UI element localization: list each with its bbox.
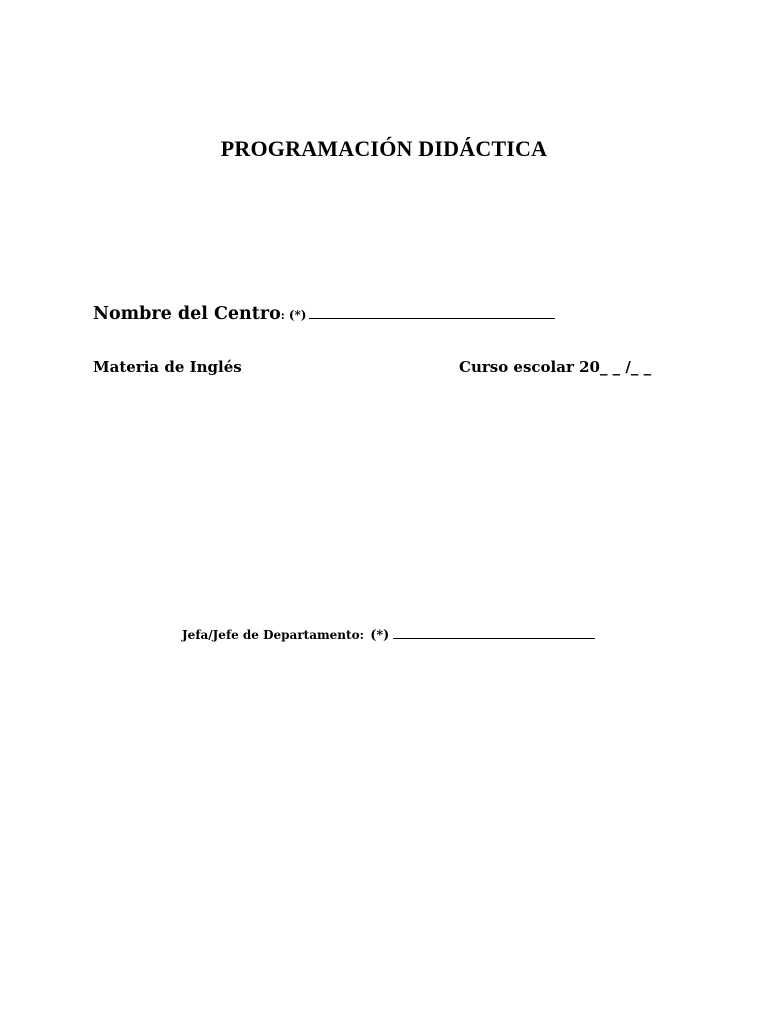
jefatura-required-mark: (*) (370, 628, 390, 643)
jefatura-field-row (182, 628, 595, 643)
jefatura-blank-line[interactable] (393, 637, 595, 639)
curso-escolar-label: Curso escolar 20_ _ /_ _ (459, 358, 652, 376)
materia-label: Materia de Inglés (93, 358, 242, 376)
centro-required-mark: (*) (288, 308, 307, 322)
jefatura-label: Jefa/Jefe de Departamento: (182, 628, 365, 642)
centro-label: Nombre del Centro (93, 304, 281, 324)
document-title: PROGRAMACIÓN DIDÁCTICA (220, 136, 548, 161)
centro-field-row (93, 304, 555, 324)
centro-colon: : (280, 309, 285, 322)
centro-blank-line[interactable] (309, 317, 555, 319)
